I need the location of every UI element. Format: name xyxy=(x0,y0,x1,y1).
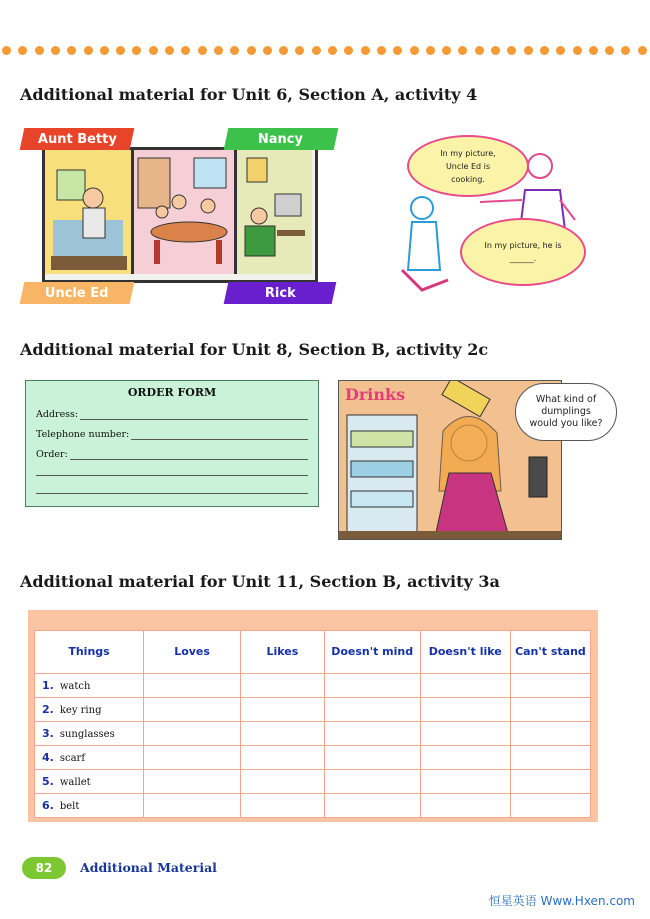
footer-title: Additional Material xyxy=(80,860,217,875)
answer-cell[interactable] xyxy=(241,770,325,794)
border-dot xyxy=(181,46,190,55)
table-row xyxy=(35,770,591,794)
table-row xyxy=(35,698,591,722)
border-dot xyxy=(621,46,630,55)
border-dot xyxy=(312,46,321,55)
border-dot xyxy=(540,46,549,55)
border-dot xyxy=(605,46,614,55)
preferences-table xyxy=(34,630,591,818)
border-dot xyxy=(573,46,582,55)
row-number: 4. xyxy=(42,751,54,764)
border-dot xyxy=(556,46,565,55)
table-row xyxy=(35,674,591,698)
answer-cell[interactable] xyxy=(241,794,325,818)
border-dot xyxy=(426,46,435,55)
answer-cell[interactable] xyxy=(510,674,590,698)
border-dot xyxy=(214,46,223,55)
section-heading-unit8: Additional material for Unit 8, Section B, activity 2c xyxy=(20,340,489,359)
border-dot xyxy=(18,46,27,55)
order-form xyxy=(25,380,319,507)
border-dot xyxy=(84,46,93,55)
label-aunt-betty: Aunt Betty xyxy=(20,128,135,150)
answer-cell[interactable] xyxy=(420,722,510,746)
border-dot xyxy=(638,46,647,55)
border-dot xyxy=(442,46,451,55)
family-rooms-illustration xyxy=(42,147,318,283)
row-number: 1. xyxy=(42,679,54,692)
answer-cell[interactable] xyxy=(144,794,241,818)
row-item-label: scarf xyxy=(59,753,86,764)
order-blank-line[interactable] xyxy=(36,493,308,494)
kitchen-room xyxy=(45,150,134,274)
computer-user-icon xyxy=(237,150,312,274)
answer-cell[interactable] xyxy=(510,794,590,818)
border-dot xyxy=(410,46,419,55)
answer-cell[interactable] xyxy=(241,746,325,770)
row-item-cell xyxy=(35,722,144,746)
border-dot xyxy=(589,46,598,55)
preferences-table-frame xyxy=(28,610,598,822)
speech-bubble-bottom: In my picture, he is ______. xyxy=(460,218,586,286)
table-body xyxy=(35,674,591,818)
border-dot xyxy=(198,46,207,55)
row-item-label: sunglasses xyxy=(59,729,115,740)
answer-cell[interactable] xyxy=(241,698,325,722)
border-dot xyxy=(279,46,288,55)
dining-room xyxy=(134,150,237,274)
row-item-label: key ring xyxy=(59,705,102,716)
label-rick: Rick xyxy=(224,282,337,304)
answer-cell[interactable] xyxy=(144,674,241,698)
row-item-label: belt xyxy=(59,801,80,812)
row-item-label: wallet xyxy=(59,777,91,788)
answer-cell[interactable] xyxy=(510,746,590,770)
answer-cell[interactable] xyxy=(420,794,510,818)
row-item-cell xyxy=(35,674,144,698)
col-header-likes: Likes xyxy=(241,631,325,674)
border-dot xyxy=(2,46,11,55)
page-number-badge: 82 xyxy=(22,857,66,879)
speech-cloud: What kind of dumplings would you like? xyxy=(515,383,617,441)
border-dot xyxy=(491,46,500,55)
answer-cell[interactable] xyxy=(420,698,510,722)
answer-cell[interactable] xyxy=(510,722,590,746)
answer-cell[interactable] xyxy=(510,698,590,722)
col-header-doesnt-mind: Doesn't mind xyxy=(324,631,420,674)
row-number: 5. xyxy=(42,775,54,788)
computer-room xyxy=(237,150,312,274)
border-dot xyxy=(149,46,158,55)
border-dot xyxy=(328,46,337,55)
border-dot xyxy=(165,46,174,55)
dotted-border xyxy=(0,46,650,58)
answer-cell[interactable] xyxy=(241,722,325,746)
border-dot xyxy=(230,46,239,55)
table-row xyxy=(35,746,591,770)
table-row xyxy=(35,794,591,818)
border-dot xyxy=(116,46,125,55)
row-item-cell xyxy=(35,794,144,818)
speech-bubble-top: In my picture, Uncle Ed is cooking. xyxy=(407,135,529,197)
answer-cell[interactable] xyxy=(144,746,241,770)
answer-cell[interactable] xyxy=(324,794,420,818)
address-field[interactable]: Address: xyxy=(36,409,308,420)
section-heading-unit6: Additional material for Unit 6, Section A, activity 4 xyxy=(20,85,478,104)
drinks-sign: Drinks xyxy=(345,385,406,404)
border-dot xyxy=(507,46,516,55)
table-row xyxy=(35,722,591,746)
row-number: 3. xyxy=(42,727,54,740)
answer-cell[interactable] xyxy=(420,674,510,698)
family-dinner-icon xyxy=(134,150,234,274)
border-dot xyxy=(51,46,60,55)
answer-cell[interactable] xyxy=(144,770,241,794)
label-nancy: Nancy xyxy=(224,128,339,150)
order-field[interactable]: Order: xyxy=(36,449,308,460)
answer-cell[interactable] xyxy=(324,770,420,794)
section-heading-unit11: Additional material for Unit 11, Section B, activity 3a xyxy=(20,572,500,591)
border-dot xyxy=(361,46,370,55)
col-header-cant-stand: Can't stand xyxy=(510,631,590,674)
border-dot xyxy=(35,46,44,55)
border-dot xyxy=(344,46,353,55)
row-item-label: watch xyxy=(59,681,91,692)
answer-cell[interactable] xyxy=(420,746,510,770)
col-header-loves: Loves xyxy=(144,631,241,674)
answer-cell[interactable] xyxy=(144,722,241,746)
answer-cell[interactable] xyxy=(324,698,420,722)
answer-cell[interactable] xyxy=(420,770,510,794)
border-dot xyxy=(393,46,402,55)
border-dot xyxy=(263,46,272,55)
row-item-cell xyxy=(35,746,144,770)
answer-cell[interactable] xyxy=(324,722,420,746)
label-uncle-ed: Uncle Ed xyxy=(20,282,135,304)
border-dot xyxy=(458,46,467,55)
col-header-things: Things xyxy=(35,631,144,674)
answer-cell[interactable] xyxy=(324,746,420,770)
answer-cell[interactable] xyxy=(144,698,241,722)
row-item-cell xyxy=(35,698,144,722)
border-dot xyxy=(475,46,484,55)
border-dot xyxy=(100,46,109,55)
row-item-cell xyxy=(35,770,144,794)
row-number: 6. xyxy=(42,799,54,812)
border-dot xyxy=(67,46,76,55)
answer-cell[interactable] xyxy=(510,770,590,794)
border-dot xyxy=(377,46,386,55)
order-form-title: ORDER FORM xyxy=(127,386,217,399)
col-header-doesnt-like: Doesn't like xyxy=(420,631,510,674)
border-dot xyxy=(132,46,141,55)
answer-cell[interactable] xyxy=(241,674,325,698)
border-dot xyxy=(247,46,256,55)
watermark: 恒星英语 Www.Hxen.com xyxy=(488,894,635,908)
telephone-field[interactable]: Telephone number: xyxy=(36,429,308,440)
cooking-figure-icon xyxy=(45,150,131,274)
border-dot xyxy=(295,46,304,55)
order-blank-line[interactable] xyxy=(36,475,308,476)
answer-cell[interactable] xyxy=(324,674,420,698)
table-header-row xyxy=(35,631,591,674)
border-dot xyxy=(524,46,533,55)
row-number: 2. xyxy=(42,703,54,716)
